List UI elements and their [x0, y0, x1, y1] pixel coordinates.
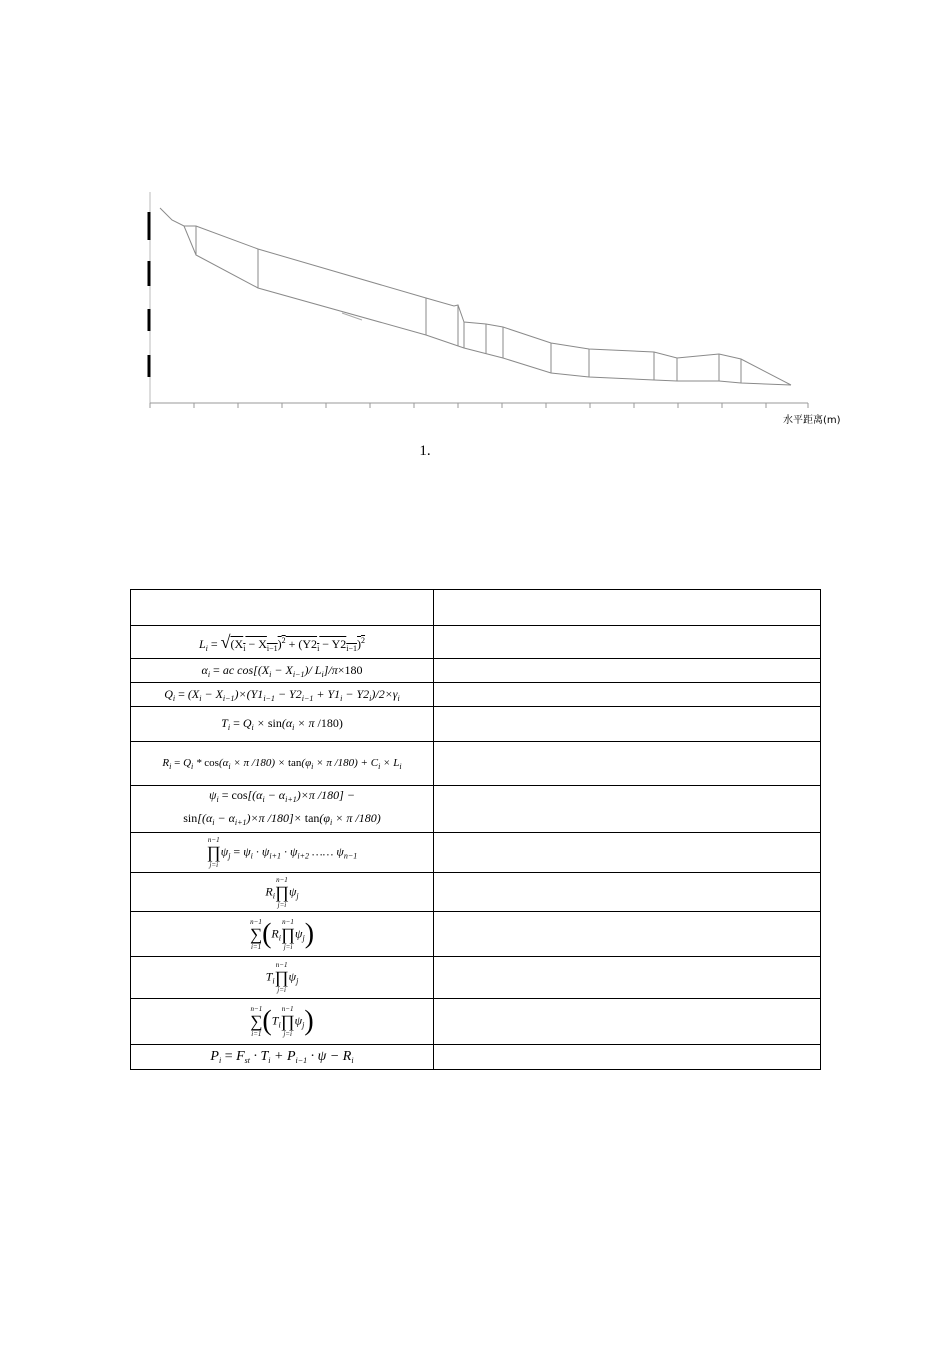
formula-cell-R-prod: $R_i$ n−1 ∏ j=i $\psi_j$: [131, 873, 434, 912]
formula-cell-sum-R-prod: n−1 ∑ i=1 ($R_i$ n−1 ∏ j=i $\psi_j$): [131, 912, 434, 957]
table-row: [131, 683, 821, 707]
slice-boundaries: [196, 226, 741, 383]
table-row: [131, 957, 821, 999]
formula-cell-R: $R_i = Q_i * \cos(\alpha_i \times \pi$ $/180) \times \tan(\varphi_i \times \pi$ $/180) + C_i \times L_i$: [131, 742, 434, 786]
x-axis-ticks: [150, 403, 808, 408]
formula-cell-T-prod: $T_i$ n−1 ∏ j=i $\psi_j$: [131, 957, 434, 999]
table-row: [131, 1045, 821, 1070]
formula-cell-L: $L_i = √(X_i - X_{i-1})^2 + (Y2_i - Y2_{i-1})^2$: [131, 626, 434, 659]
table-row: [131, 659, 821, 683]
table-row: [131, 999, 821, 1045]
formula-cell-P: $P_i = F_{st} \cdot T_i + P_{i-1} \cdot \psi - R_i$: [131, 1045, 434, 1070]
formula-cell-psi: $\psi_i = \cos[(\alpha_i - \alpha_{i+1})\times\pi$ /180] − $\sin[(\alpha_i - \alpha_{i+1})\times\pi$ $/180]\times \tan(\varphi_i \times \pi$ /180): [131, 786, 434, 833]
formula-cell-T: $T_i = Q_i \times \sin(\alpha_i \times \pi$ /180): [131, 707, 434, 742]
figure-caption: 1.: [419, 443, 431, 459]
table-header-row: [131, 590, 821, 626]
header-cell-description: [434, 590, 821, 626]
table-row: [131, 786, 821, 833]
table-row: [131, 626, 821, 659]
table-row: [131, 873, 821, 912]
formula-cell-alpha: $\alpha_i$ = ac $\cos[(X_i - X_{i-1})/$ $L_i]/\pi\times 180$: [131, 659, 434, 683]
formula-cell-prod-psi: n−1 ∏ j=i $\psi_j = \psi_i \cdot \psi_{i+1} \cdot \psi_{i+2}$ …… $\psi_{n-1}$: [131, 833, 434, 873]
slope-profile-figure: [0, 0, 950, 470]
formula-table: [130, 589, 821, 1070]
formula-cell-sum-T-prod: n−1 ∑ i=1 ($T_i$ n−1 ∏ j=i $\psi_j$): [131, 999, 434, 1045]
ground-surface-line: [160, 208, 791, 385]
formula-cell-Q: $Q_i = (X_i - X_{i-1})\times(Y1_{i-1} - Y2_{i-1} + Y1_i - Y2_i)/2\times\gamma_i$: [131, 683, 434, 707]
x-axis-label: 水平距离(m): [783, 415, 841, 426]
table-row: [131, 742, 821, 786]
table-row: [131, 707, 821, 742]
table-row: [131, 912, 821, 957]
slip-surface-line: [184, 226, 791, 385]
table-row: [131, 833, 821, 873]
header-cell-formula: [131, 590, 434, 626]
